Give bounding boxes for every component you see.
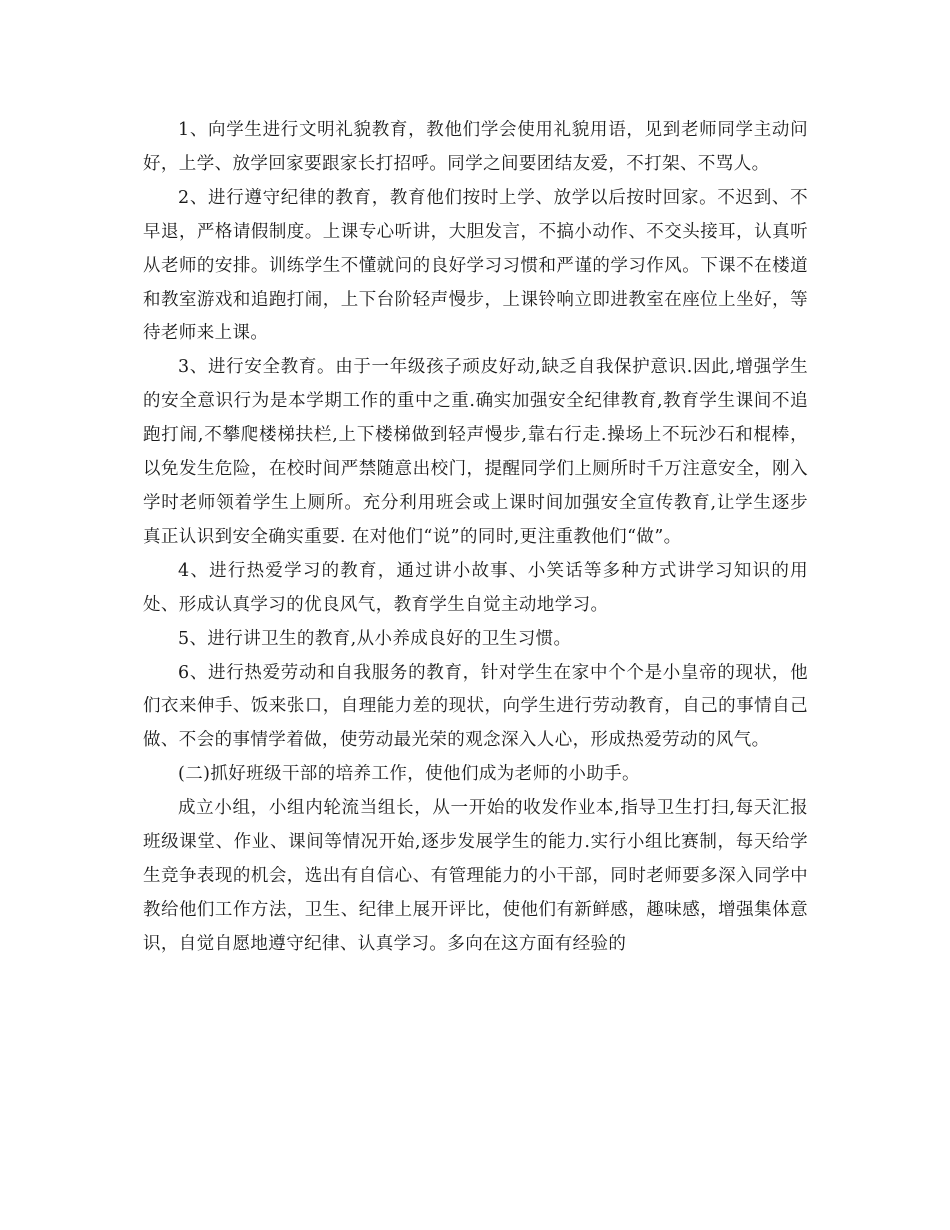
document-page: [143, 114, 808, 962]
paragraph-groups: 成立小组，小组内轮流当组长，从一开始的收发作业本,指导卫生打扫,每天汇报班级课堂、作业、课间等情况开始,逐步发展学生的能力.实行小组比赛制，每天给学生竞争表现的机会，选出有自信心、有管理能力的小干部，同时老师要多深入同学中教给他们工作方法，卫生、纪律上展开评比，使他们有新鲜感，趣味感，增强集体意识，自觉自愿地遵守纪律、认真学习。多向在这方面有经验的: [143, 798, 808, 954]
paragraph-learning: 4、进行热爱学习的教育，通过讲小故事、小笑话等多种方式讲学习知识的用处、形成认真学习的优良风气，教育学生自觉主动地学习。: [143, 560, 808, 615]
paragraph-hygiene: 5、进行讲卫生的教育,从小养成良好的卫生习惯。: [178, 628, 572, 649]
paragraph-safety: 3、进行安全教育。由于一年级孩子顽皮好动,缺乏自我保护意识.因此,增强学生的安全意识行为是本学期工作的重中之重.确实加强安全纪律教育,教育学生课间不追跑打闹,不攀爬楼梯扶栏,上下楼梯做到轻声慢步,靠右行走.操场上不玩沙石和棍棒，以免发生危险，在校时间严禁随意出校门，提醒同学们上厕所时千万注意安全，刚入学时老师领着学生上厕所。充分利用班会或上课时间加强安全宣传教育,让学生逐步真正认识到安全确实重要. 在对他们“说”的同时,更注重教他们“做”。: [143, 357, 808, 547]
section-heading-class-cadres: (二)抓好班级干部的培养工作，使他们成为老师的小助手。: [178, 764, 640, 785]
paragraph-discipline: 2、进行遵守纪律的教育，教育他们按时上学、放学以后按时回家。不迟到、不早退，严格请假制度。上课专心听讲，大胆发言，不搞小动作、不交头接耳，认真听从老师的安排。训练学生不懂就问的良好学习习惯和严谨的学习作风。下课不在楼道和教室游戏和追跑打闹，上下台阶轻声慢步，上课铃响立即进教室在座位上坐好，等待老师来上课。: [143, 187, 808, 344]
paragraph-politeness: 1、向学生进行文明礼貌教育，教他们学会使用礼貌用语，见到老师同学主动问好，上学、放学回家要跟家长打招呼。同学之间要团结友爱，不打架、不骂人。: [143, 120, 808, 174]
paragraph-labor: 6、进行热爱劳动和自我服务的教育，针对学生在家中个个是小皇帝的现状，他们衣来伸手、饭来张口，自理能力差的现状，向学生进行劳动教育，自己的事情自己做、不会的事情学着做，使劳动最光荣的观念深入人心，形成热爱劳动的风气。: [143, 662, 808, 751]
